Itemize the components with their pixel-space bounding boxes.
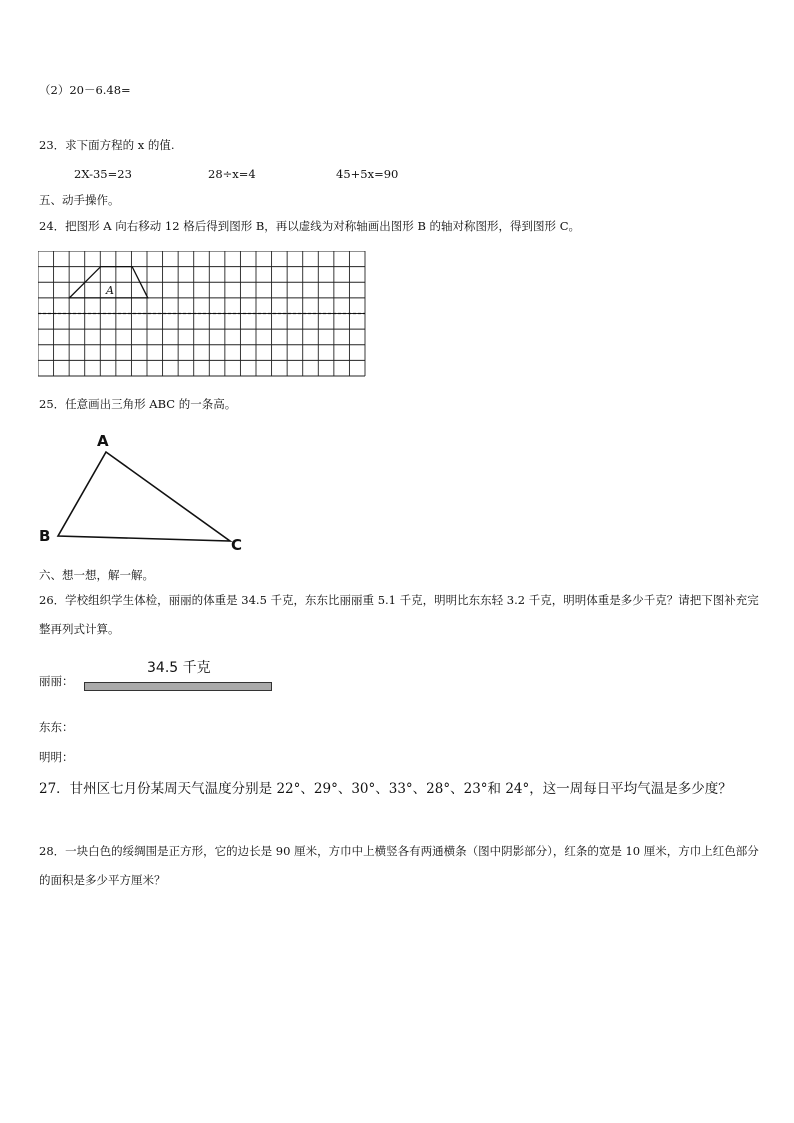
bar-value-label: 34.5 千克	[147, 660, 211, 676]
row-mingming-label: 明明：	[39, 750, 74, 764]
vertex-c-label: C	[231, 536, 243, 554]
lili-weight-bar	[84, 682, 272, 691]
row-dongdong-label: 东东：	[39, 720, 74, 734]
q23-title: 23．求下面方程的 x 的值.	[39, 138, 175, 152]
row-lili-label: 丽丽：	[39, 674, 74, 688]
section6-heading: 六、想一想，解一解。	[39, 568, 154, 582]
q25-text: 25．任意画出三角形 ABC 的一条高。	[39, 397, 237, 411]
shape-a-label: A	[106, 284, 114, 297]
q26-text: 26．学校组织学生体检，丽丽的体重是 34.5 千克，东东比丽丽重 5.1 千克，明明比东东轻 3.2 千克，明明体重是多少千克？请把下图补充完整再列式计算。	[39, 593, 759, 636]
q23-equation-2: 28÷x=4	[208, 167, 256, 181]
q22-part2: （2）20－6.48=	[39, 83, 131, 97]
q27-text: 27．甘州区七月份某周天气温度分别是 22°、29°、30°、33°、28°、23°和 24°，这一周每日平均气温是多少度？	[39, 781, 732, 797]
q23-equation-3: 45+5x=90	[336, 167, 399, 181]
q24-grid-figure	[38, 251, 368, 378]
q24-text: 24．把图形 A 向右移动 12 格后得到图形 B，再以虚线为对称轴画出图形 B 的轴对称图形，得到图形 C。	[39, 219, 581, 233]
section5-heading: 五、动手操作。	[39, 193, 120, 207]
q25-triangle	[40, 430, 260, 555]
vertex-a-label: A	[97, 432, 109, 450]
vertex-b-label: B	[39, 527, 51, 545]
q28-text: 28．一块白色的绥绸围是正方形，它的边长是 90 厘米，方巾中上横竖各有两通横条（图中阴影部分），红条的宽是 10 厘米，方巾上红色部分的面积是多少平方厘米？	[39, 844, 759, 887]
q23-equation-1: 2X-35=23	[74, 167, 132, 181]
